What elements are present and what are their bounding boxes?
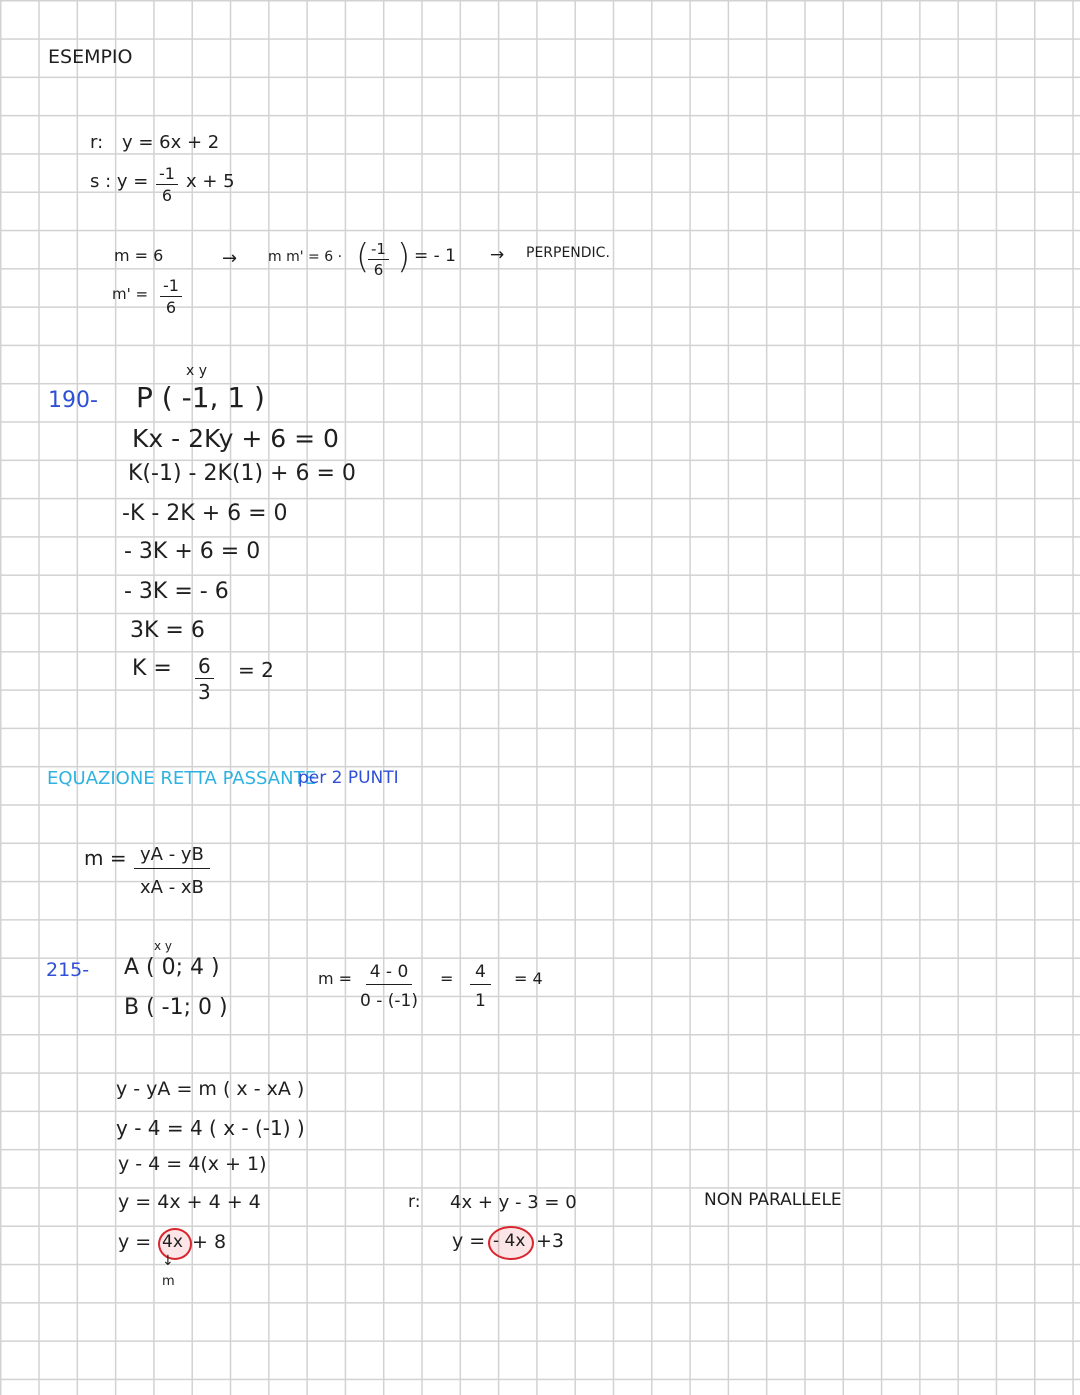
esempio-heading: ESEMPIO xyxy=(48,46,133,68)
circled-slope: 4x xyxy=(162,1232,183,1252)
work-line: 3K = 6 xyxy=(130,618,205,643)
s-label: s : y = xyxy=(90,171,149,192)
final-k-num: 6 xyxy=(195,656,214,679)
work-line-last-left: y = xyxy=(118,1231,152,1253)
m-formula-label: m = xyxy=(84,846,127,870)
m-prime-num: -1 xyxy=(160,278,182,297)
work-line-last-right: + 8 xyxy=(192,1231,227,1253)
m-calc-den-2: 1 xyxy=(475,991,486,1011)
m-prime-label: m' = xyxy=(112,285,149,303)
mm-product: m m' = 6 · xyxy=(268,249,343,265)
r-solved-right: +3 xyxy=(536,1230,565,1252)
slope-formula-num: yA - yB xyxy=(134,846,210,869)
m-prime-den: 6 xyxy=(165,298,177,317)
work-line: K(-1) - 2K(1) + 6 = 0 xyxy=(128,461,356,486)
work-line: y - 4 = 4(x + 1) xyxy=(118,1153,267,1175)
m-note: m xyxy=(162,1274,175,1289)
point-p: P ( -1, 1 ) xyxy=(136,381,265,414)
m-calc-num: 4 - 0 xyxy=(366,964,413,985)
conclusion-not-parallel: NON PARALLELE xyxy=(704,1190,842,1210)
r-label-215: r: xyxy=(408,1192,421,1212)
arrow-down-icon: ↓ xyxy=(162,1253,174,1269)
work-line: y - yA = m ( x - xA ) xyxy=(116,1078,305,1100)
m-calc-eq2: = 4 xyxy=(514,969,543,988)
work-line: - 3K = - 6 xyxy=(124,579,229,604)
s-slope-num: -1 xyxy=(156,166,178,185)
r-equation-215: 4x + y - 3 = 0 xyxy=(450,1192,577,1213)
s-slope-fraction xyxy=(156,166,178,204)
exercise-number-215: 215- xyxy=(46,959,90,981)
final-k-den: 3 xyxy=(198,680,211,704)
arrow-right-icon: → xyxy=(222,248,238,269)
work-line: -K - 2K + 6 = 0 xyxy=(122,501,288,526)
perpendicular-result: PERPENDIC. xyxy=(526,245,610,261)
m-calc-num-2: 4 xyxy=(470,964,491,985)
m-value: m = 6 xyxy=(114,246,164,265)
axis-labels-190: x y xyxy=(186,363,208,379)
exercise-number-190: 190- xyxy=(48,388,98,413)
mm-den: 6 xyxy=(373,261,384,279)
m-prime-fraction xyxy=(160,278,182,316)
mm-result: = - 1 xyxy=(414,246,457,266)
r-label: r: xyxy=(90,132,104,153)
final-k-fraction xyxy=(195,656,214,702)
mm-paren-close: ) xyxy=(397,237,411,277)
work-line: - 3K + 6 = 0 xyxy=(124,539,261,564)
s-slope-den: 6 xyxy=(161,186,173,205)
mm-num: -1 xyxy=(368,242,389,260)
final-k-left: K = xyxy=(132,656,172,681)
point-a: A ( 0; 4 ) xyxy=(124,955,220,980)
point-b: B ( -1; 0 ) xyxy=(124,995,228,1020)
final-k-right: = 2 xyxy=(238,658,274,682)
m-calc-label: m = xyxy=(318,969,353,988)
slope-formula xyxy=(134,846,210,897)
work-line: y = 4x + 4 + 4 xyxy=(118,1191,261,1213)
section-title-tail: per 2 PUNTI xyxy=(298,768,399,788)
s-tail: x + 5 xyxy=(186,171,235,192)
arrow-right-icon: → xyxy=(490,245,505,265)
r-equation: y = 6x + 2 xyxy=(122,132,220,153)
mm-fraction xyxy=(368,242,389,278)
section-title: EQUAZIONE RETTA PASSANTE xyxy=(47,768,316,789)
r-solved-left: y = xyxy=(452,1230,486,1252)
slope-formula-den: xA - xB xyxy=(140,877,204,898)
m-calc-fraction-2 xyxy=(470,964,491,1010)
m-calc-fraction xyxy=(360,964,418,1010)
work-line: Kx - 2Ky + 6 = 0 xyxy=(132,424,339,453)
work-line: y - 4 = 4 ( x - (-1) ) xyxy=(116,1116,305,1140)
m-calc-den: 0 - (-1) xyxy=(360,991,418,1011)
m-calc-eq1: = xyxy=(440,969,454,988)
circled-slope-r: - 4x xyxy=(493,1231,526,1251)
mm-paren-open: ( xyxy=(356,237,370,277)
axis-labels-215: x y xyxy=(154,939,173,953)
